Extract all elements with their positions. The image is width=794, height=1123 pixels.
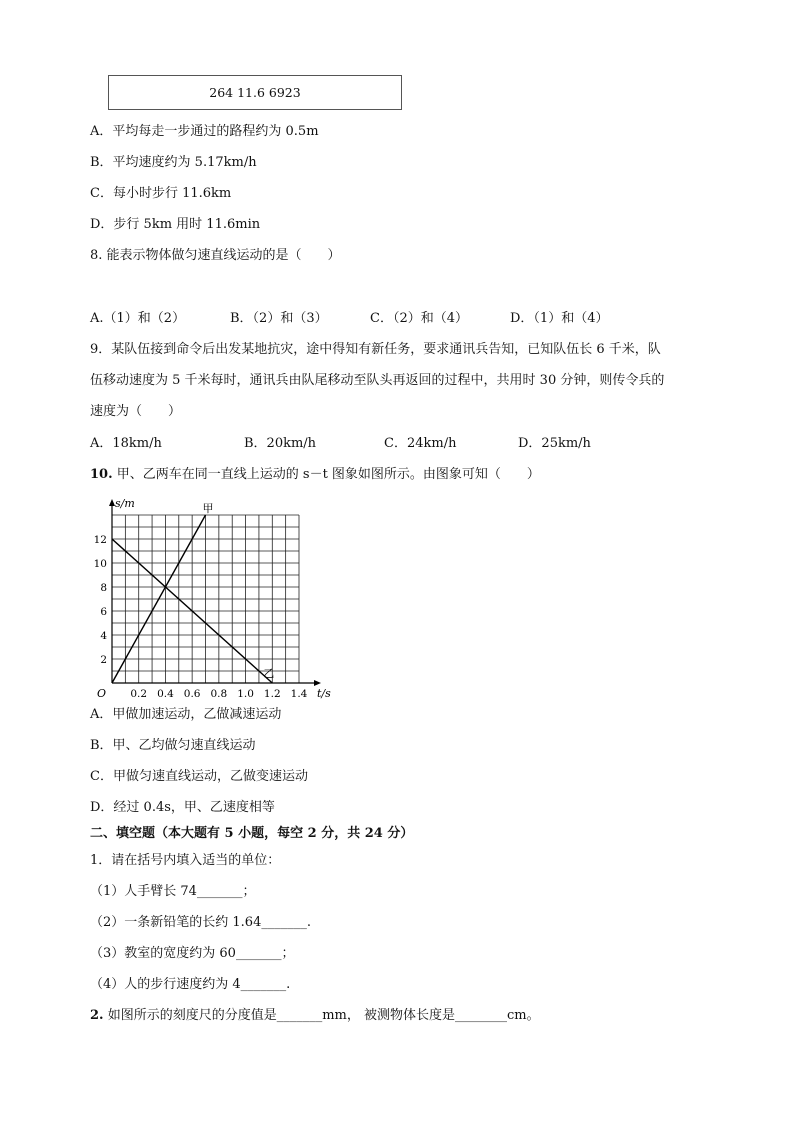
fill-q1-item-1: （1）人手臂长 74_______；	[90, 884, 256, 899]
x-tick-label: 0.2	[130, 688, 148, 699]
q9-option-a: A．18km/h	[90, 436, 162, 451]
q7-option-a: A．平均每走一步通过的路程约为 0.5m	[90, 124, 319, 139]
table-values: 264 11.6 6923	[209, 85, 301, 100]
q7-option-c: C．每小时步行 11.6km	[90, 186, 232, 201]
x-tick-label: 1.4	[290, 688, 308, 699]
q10-option-a: A．甲做加速运动，乙做减速运动	[90, 707, 282, 722]
q8-option-a: A.（1）和（2）	[90, 311, 186, 326]
q9-option-d: D．25km/h	[518, 436, 591, 451]
series-label-yi: 乙	[263, 667, 275, 680]
fill-q1-item-4: （4）人的步行速度约为 4_______.	[90, 977, 291, 992]
q8-stem: 8. 能表示物体做匀速直线运动的是（ ）	[90, 248, 341, 263]
q8-option-b: B．（2）和（3）	[230, 311, 328, 326]
fill-q2	[90, 1004, 540, 1023]
y-tick-label: 2	[100, 654, 107, 666]
chart-grid	[112, 515, 299, 683]
q9-option-b: B．20km/h	[244, 436, 317, 451]
q9-option-c: C．24km/h	[384, 436, 457, 451]
q10-stem-text: 甲、乙两车在同一直线上运动的 s－t 图象如图所示。由图象可知（ ）	[116, 467, 540, 482]
x-axis-label: t/s	[317, 687, 331, 699]
fill-q1-stem: 1．请在括号内填入适当的单位：	[90, 853, 281, 868]
section-2-title: 二、填空题（本大题有 5 小题，每空 2 分，共 24 分）	[90, 826, 414, 841]
x-tick-label: 1.0	[237, 688, 254, 699]
q10-option-c: C．甲做匀速直线运动，乙做变速运动	[90, 769, 308, 784]
fill-q1-item-3: （3）教室的宽度约为 60_______；	[90, 946, 295, 961]
x-axis-arrow	[314, 680, 321, 686]
q9-line-2: 伍移动速度为 5 千米每时，通讯兵由队尾移动至队头再返回的过程中，共用时 30 分钟，则传令兵的	[90, 373, 665, 388]
y-tick-label: 12	[93, 534, 107, 546]
fill-q1-item-2: （2）一条新铅笔的长约 1.64_______.	[90, 915, 311, 930]
x-tick-label: 0.4	[157, 688, 174, 699]
y-axis-label: s/m	[115, 497, 135, 510]
x-tick-label: 1.2	[263, 688, 281, 699]
series-label-jia: 甲	[202, 502, 214, 515]
y-tick-label: 4	[100, 630, 107, 642]
q10-number: 10.	[90, 467, 113, 482]
y-tick-label: 8	[100, 582, 107, 594]
q9-line-1: 9．某队伍接到命令后出发某地抗灾，途中得知有新任务，要求通讯兵告知，已知队伍长 6 千米，队	[90, 342, 661, 357]
q8-option-c: C．（2）和（4）	[370, 311, 468, 326]
y-tick-label: 6	[100, 606, 107, 618]
q10-stem	[90, 463, 540, 482]
x-tick-label: 0.8	[210, 688, 228, 699]
q10-option-d: D．经过 0.4s，甲、乙速度相等	[90, 800, 275, 815]
s-t-graph	[88, 494, 348, 699]
q9-line-3: 速度为（ ）	[90, 404, 182, 419]
y-tick-label: 10	[93, 558, 107, 570]
fill-q2-number: 2.	[90, 1008, 104, 1023]
q8-option-d: D．（1）和（4）	[510, 311, 609, 326]
q10-option-b: B．甲、乙均做匀速直线运动	[90, 738, 256, 753]
fill-q2-text: 如图所示的刻度尺的分度值是_______mm， 被测物体长度是________cm。	[107, 1008, 540, 1023]
q7-option-d: D．步行 5km 用时 11.6min	[90, 217, 261, 232]
x-tick-label: 0.6	[183, 688, 201, 699]
data-table-row	[108, 75, 402, 110]
origin-label: O	[96, 687, 106, 699]
q7-option-b: B．平均速度约为 5.17km/h	[90, 155, 257, 170]
